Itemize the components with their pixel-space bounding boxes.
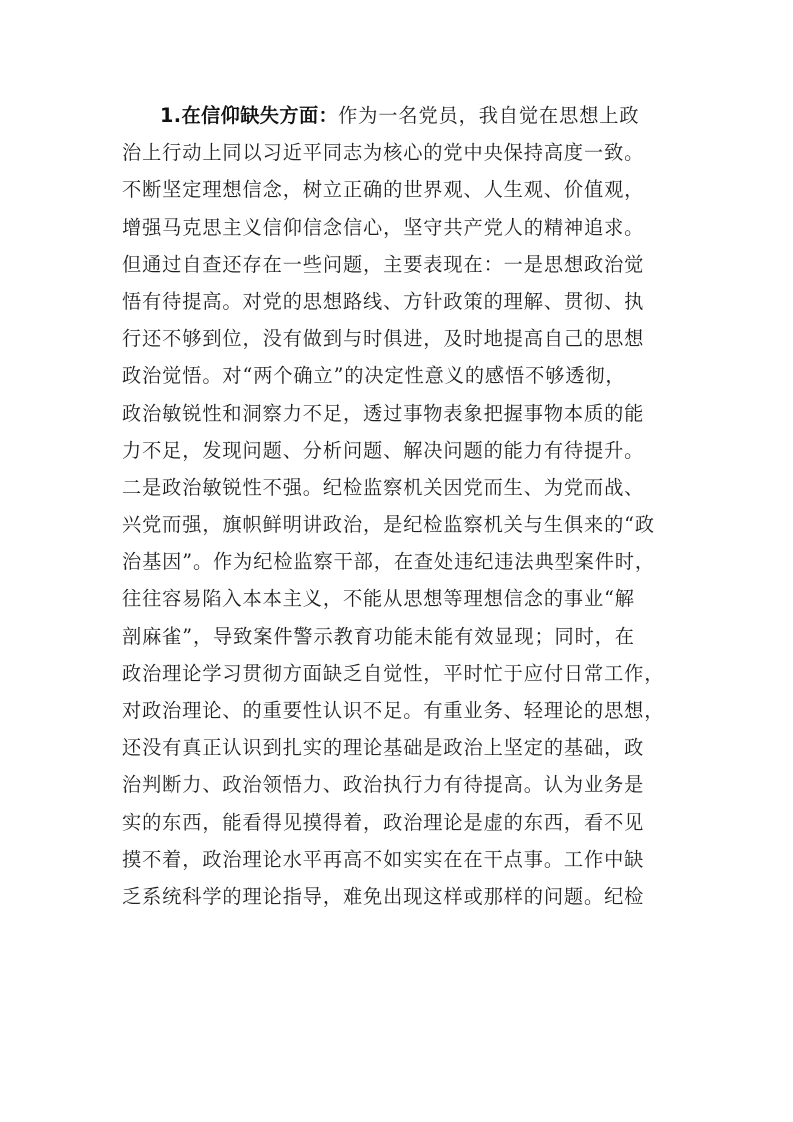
paragraph-line-12: 兴党而强，旗帜鲜明讲政治，是纪检监察机关与生俱来的“政 xyxy=(122,513,655,537)
paragraph-line-19: 治判断力、政治领悟力、政治执行力有待提高。认为业务是 xyxy=(122,773,645,797)
paragraph-line-8: 政治觉悟。对“两个确立”的决定性意义的感悟不够透彻， xyxy=(122,364,626,388)
paragraph-line-1-text: 作为一名党员，我自觉在思想上政 xyxy=(338,104,640,127)
paragraph-line-7: 行还不够到位，没有做到与时俱进，及时地提高自己的思想 xyxy=(122,327,645,351)
paragraph-line-22: 乏系统科学的理论指导，难免出现这样或那样的问题。纪检 xyxy=(122,884,645,908)
body-paragraph xyxy=(122,97,682,915)
paragraph-line-11: 二是政治敏锐性不强。纪检监察机关因党而生、为党而战、 xyxy=(122,475,645,499)
paragraph-line-6: 悟有待提高。对党的思想路线、方针政策的理解、贯彻、执 xyxy=(122,289,645,313)
paragraph-line-20: 实的东西，能看得见摸得着，政治理论是虚的东西，看不见 xyxy=(122,810,645,834)
section-heading: 1.在信仰缺失方面： xyxy=(160,104,339,127)
paragraph-line-16: 政治理论学习贯彻方面缺乏自觉性，平时忙于应付日常工作， xyxy=(122,661,665,685)
paragraph-line-9: 政治敏锐性和洞察力不足，透过事物表象把握事物本质的能 xyxy=(122,401,645,425)
paragraph-line-2: 治上行动上同以习近平同志为核心的党中央保持高度一致。 xyxy=(122,141,645,165)
paragraph-line-1 xyxy=(122,97,682,134)
paragraph-line-17: 对政治理论、的重要性认识不足。有重业务、轻理论的思想， xyxy=(122,699,665,722)
paragraph-line-15: 剖麻雀”，导致案件警示教育功能未能有效显现；同时，在 xyxy=(122,624,635,648)
paragraph-line-13: 治基因”。作为纪检监察干部，在查处违纪违法典型案件时， xyxy=(122,550,655,574)
paragraph-line-21: 摸不着，政治理论水平再高不如实实在在干点事。工作中缺 xyxy=(122,847,645,871)
paragraph-line-18: 还没有真正认识到扎实的理论基础是政治上坚定的基础，政 xyxy=(122,736,645,760)
paragraph-line-3: 不断坚定理想信念，树立正确的世界观、人生观、价值观， xyxy=(122,178,645,202)
paragraph-line-5: 但通过自查还存在一些问题，主要表现在：一是思想政治觉 xyxy=(122,252,645,276)
paragraph-line-14: 往往容易陷入本本主义，不能从思想等理想信念的事业“解 xyxy=(122,587,635,611)
paragraph-line-10: 力不足，发现问题、分析问题、解决问题的能力有待提升。 xyxy=(122,438,645,462)
paragraph-line-4: 增强马克思主义信仰信念信心，坚守共产党人的精神追求。 xyxy=(122,215,645,239)
